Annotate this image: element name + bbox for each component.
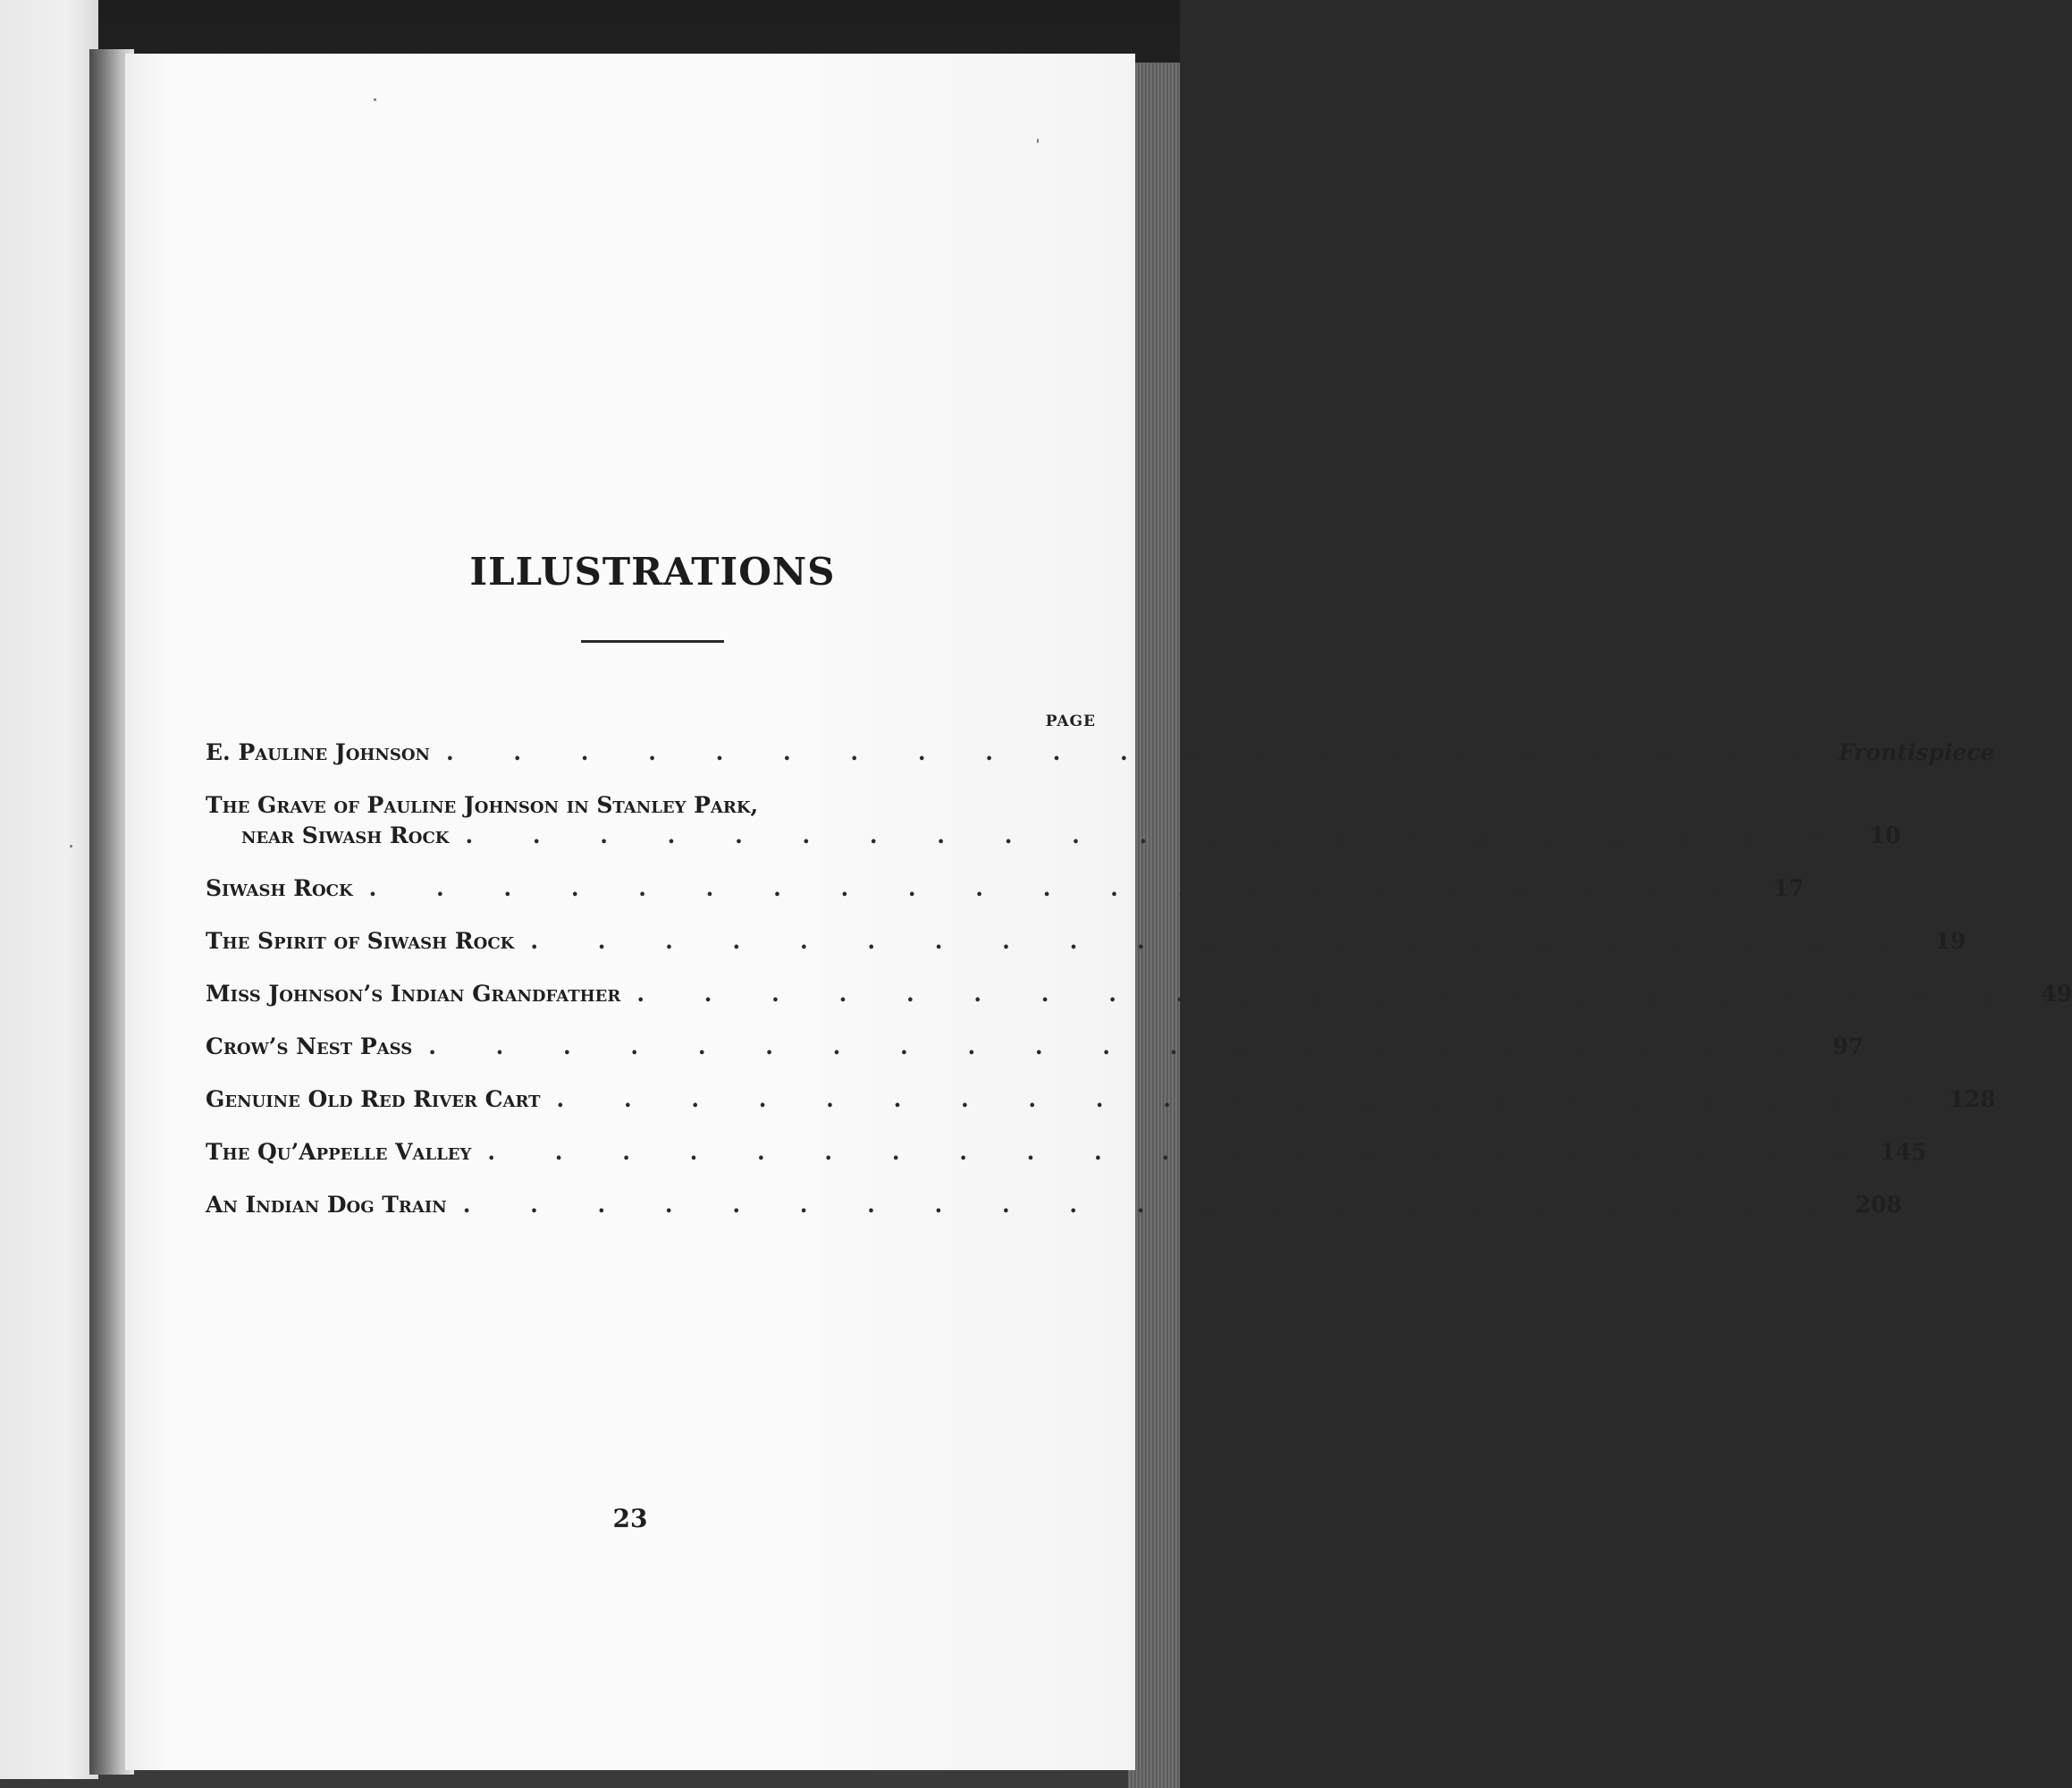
list-item <box>206 873 1805 904</box>
illustrations-list <box>206 738 2072 1220</box>
paper-speck <box>1037 139 1039 143</box>
entry-page: 145 <box>1880 1139 1927 1165</box>
list-item <box>206 1190 1902 1220</box>
page-title: ILLUSTRATIONS <box>469 550 836 594</box>
entry-title-line-1: The Grave of Pauline Johnson in Stanley Park, <box>206 792 759 818</box>
dot-leader: . . . . . . . . . . . . . . . . . . . . . <box>428 1033 1811 1059</box>
dot-leader: . . . . . . . . . . . . . . . . . . . . . <box>368 875 1751 901</box>
list-item <box>206 790 1901 851</box>
entry-page: Frontispiece <box>1838 739 1995 765</box>
list-item <box>206 926 1967 957</box>
page-number: 23 <box>612 1504 648 1533</box>
dot-leader: . . . . . . . . . . . . . . . . . . . . . <box>530 928 1913 954</box>
dot-leader: . . . . . . . . . . . . . . . . . . . . . <box>465 822 1848 848</box>
list-item <box>206 1137 1927 1168</box>
page-stack-edge <box>1128 63 1180 1788</box>
entry-title-line-2-row <box>206 821 1901 851</box>
list-item <box>206 738 1995 768</box>
entry-title: E. Pauline Johnson <box>206 739 430 765</box>
list-item <box>206 1084 1996 1115</box>
page-column-header: PAGE <box>1045 713 1096 730</box>
dot-leader: . . . . . . . . . . . . . . . . . . . . . <box>487 1139 1870 1165</box>
entry-title: An Indian Dog Train <box>206 1192 447 1218</box>
entry-page: 49 <box>2041 981 2072 1007</box>
entry-page: 208 <box>1855 1192 1902 1218</box>
entry-title: The Qu’Appelle Valley <box>206 1139 472 1165</box>
dot-leader: . . . . . . . . . . . . . . . . . . . . . <box>636 981 2019 1007</box>
entry-page: 97 <box>1832 1033 1865 1059</box>
entry-title: Genuine Old Red River Cart <box>206 1086 541 1112</box>
list-item <box>206 1032 1865 1062</box>
paper-speck <box>374 98 376 101</box>
entry-title: Miss Johnson’s Indian Grandfather <box>206 981 621 1007</box>
illustrations-list-section <box>206 483 2072 1243</box>
entry-title: Crow’s Nest Pass <box>206 1033 413 1059</box>
paper-speck <box>70 845 72 848</box>
entry-page: 128 <box>1949 1086 1996 1112</box>
entry-page: 10 <box>1869 822 1901 848</box>
entry-page: 17 <box>1773 875 1805 901</box>
dot-leader: . . . . . . . . . . . . . . . . . . . . . <box>556 1086 1939 1112</box>
dot-leader: . . . . . . . . . . . . . . . . . . . . . <box>445 739 1828 765</box>
title-rule <box>581 640 724 643</box>
entry-title: The Spirit of Siwash Rock <box>206 928 515 954</box>
book-page <box>125 54 2072 1770</box>
entry-page: 19 <box>1934 928 1967 954</box>
list-item <box>206 979 2072 1009</box>
entry-title-line-2: near Siwash Rock <box>241 822 450 848</box>
entry-title: Siwash Rock <box>206 875 353 901</box>
dot-leader: . . . . . . . . . . . . . . . . . . . . . <box>462 1192 1845 1218</box>
facing-page-edge <box>0 0 98 1779</box>
